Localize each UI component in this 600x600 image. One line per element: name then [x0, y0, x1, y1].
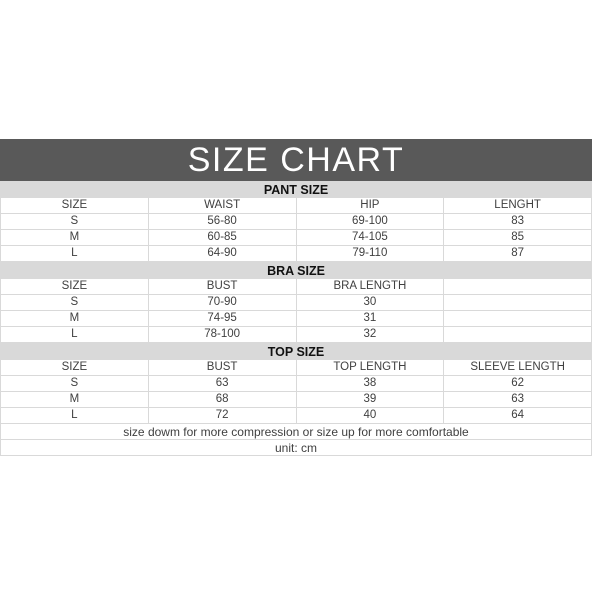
note-unit: unit: cm: [1, 440, 592, 456]
table-cell: M: [1, 392, 149, 408]
table-cell: S: [1, 214, 149, 230]
table-row: [1, 295, 592, 311]
column-header: BUST: [148, 279, 296, 295]
column-header: SIZE: [1, 198, 149, 214]
pant-size-table: [0, 198, 592, 262]
section-title-label: PANT SIZE: [263, 182, 329, 197]
table-cell: 72: [148, 408, 296, 424]
table-header-row: [1, 279, 592, 295]
bra-size-table: [0, 279, 592, 343]
table-cell: [444, 295, 592, 311]
column-header: SIZE: [1, 279, 149, 295]
table-cell: 78-100: [148, 327, 296, 343]
table-cell: 62: [444, 376, 592, 392]
table-cell: 40: [296, 408, 444, 424]
footnote-row: [1, 440, 592, 456]
table-header-row: [1, 360, 592, 376]
section-title-label: TOP SIZE: [267, 344, 325, 359]
table-cell: 69-100: [296, 214, 444, 230]
pant-size-section-title: [0, 181, 592, 198]
table-row: [1, 311, 592, 327]
column-header: HIP: [296, 198, 444, 214]
section-title-label: BRA SIZE: [267, 263, 325, 278]
table-cell: 68: [148, 392, 296, 408]
table-cell: 39: [296, 392, 444, 408]
size-chart-title: SIZE CHART: [187, 141, 405, 179]
column-header: BUST: [148, 360, 296, 376]
table-row: [1, 246, 592, 262]
footnote-row: [1, 424, 592, 440]
table-cell: M: [1, 230, 149, 246]
table-cell: 87: [444, 246, 592, 262]
table-cell: L: [1, 408, 149, 424]
table-row: [1, 214, 592, 230]
table-cell: 64: [444, 408, 592, 424]
table-cell: S: [1, 376, 149, 392]
bra-size-section-title: [0, 262, 592, 279]
table-cell: L: [1, 246, 149, 262]
table-cell: 79-110: [296, 246, 444, 262]
table-header-row: [1, 198, 592, 214]
table-cell: 56-80: [148, 214, 296, 230]
top-size-table: [0, 360, 592, 456]
size-chart-image: [0, 139, 592, 456]
table-cell: [444, 311, 592, 327]
table-row: [1, 392, 592, 408]
table-cell: S: [1, 295, 149, 311]
column-header: [444, 279, 592, 295]
table-row: [1, 230, 592, 246]
table-cell: [444, 327, 592, 343]
table-cell: 74-95: [148, 311, 296, 327]
column-header: BRA LENGTH: [296, 279, 444, 295]
table-cell: 70-90: [148, 295, 296, 311]
table-row: [1, 408, 592, 424]
table-row: [1, 327, 592, 343]
table-cell: 31: [296, 311, 444, 327]
table-cell: M: [1, 311, 149, 327]
table-cell: 64-90: [148, 246, 296, 262]
table-cell: 85: [444, 230, 592, 246]
column-header: SLEEVE LENGTH: [444, 360, 592, 376]
table-cell: 60-85: [148, 230, 296, 246]
table-cell: 63: [444, 392, 592, 408]
table-cell: 30: [296, 295, 444, 311]
column-header: LENGHT: [444, 198, 592, 214]
table-cell: 83: [444, 214, 592, 230]
table-cell: 63: [148, 376, 296, 392]
table-cell: 32: [296, 327, 444, 343]
column-header: SIZE: [1, 360, 149, 376]
table-cell: L: [1, 327, 149, 343]
size-chart-title-bar: [0, 139, 592, 181]
column-header: WAIST: [148, 198, 296, 214]
table-cell: 74-105: [296, 230, 444, 246]
note-sizing-advice: size dowm for more compression or size up for more comfortable: [1, 424, 592, 440]
table-row: [1, 376, 592, 392]
column-header: TOP LENGTH: [296, 360, 444, 376]
top-size-section-title: [0, 343, 592, 360]
table-cell: 38: [296, 376, 444, 392]
